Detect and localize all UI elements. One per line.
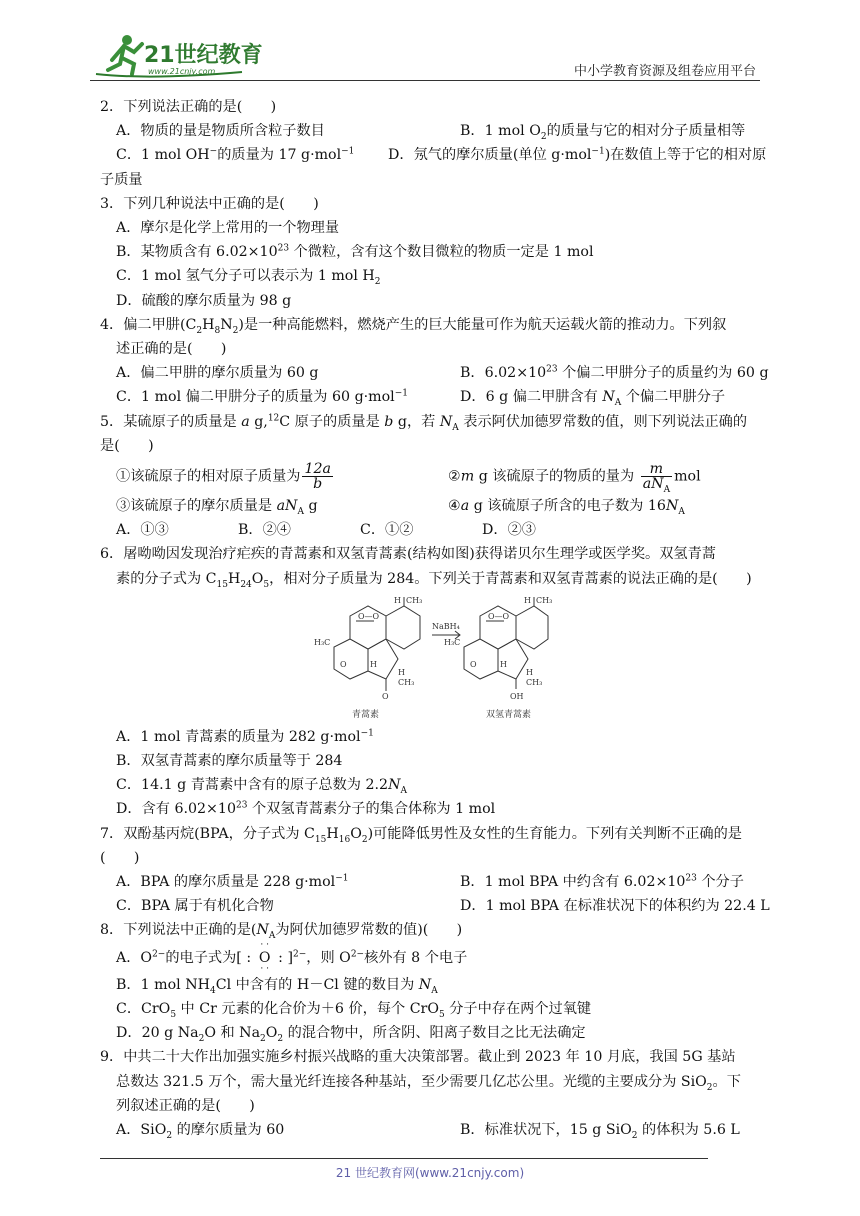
site-logo: [92, 30, 262, 82]
q2-options-cd: [100, 143, 770, 167]
q2-option-d: D．氖气的摩尔质量(单位 g·mol$^{-1}$)在数值上等于它的相对原: [388, 146, 767, 164]
svg-text:H₃C: H₃C: [314, 637, 331, 647]
q2-stem: 2．下列说法正确的是( ): [100, 99, 277, 115]
q7-option-d: D．1 mol BPA 在标准状况下的体积约为 22.4 L: [460, 898, 770, 915]
q6-option-b: B．双氢青蒿素的摩尔质量等于 284: [116, 753, 343, 770]
q5-stem-cont: 是( ): [100, 437, 154, 454]
q7-option-b: B．1 mol BPA 中约含有 $6.02\times 10^{23}$ 个分子: [460, 873, 744, 891]
q6-option-d: D．含有 $6.02\times 10^{23}$ 个双氢青蒿素分子的集合体称为 1 mol: [116, 800, 496, 818]
q3-option-b: B．某物质含有 $6.02\times 10^{23}$ 个微粒，含有这个数目微粒的物质一定是 1 mol: [116, 243, 594, 261]
q5-statement-1: ①该硫原子的相对原子质量为 $\frac{12a}{b}$: [116, 460, 331, 492]
q7-options-ab: [100, 870, 770, 894]
svg-text:NaBH₄: NaBH₄: [432, 621, 460, 631]
q5-option-d: D．②③: [482, 522, 536, 539]
q8-option-b: B．1 mol $NH_4Cl$ 中含有的 H－Cl 键的数目为 $N_A$: [116, 976, 438, 996]
q5-statement-4: ④a g 该硫原子所含的电子数为 $16N_A$: [448, 498, 685, 517]
svg-text:21世纪教育: 21世纪教育: [144, 43, 263, 68]
q8-option-d: D．20 g $Na_2O$ 和 $Na_2O_2$ 的混合物中，所含阴、阳离子数目之比无法确定: [116, 1025, 586, 1044]
q5-options: [100, 518, 770, 542]
question-list: [100, 95, 770, 1142]
q8-stem: 8．下列说法中正确的是($N_A$为阿伏加德罗常数的值)( ): [100, 922, 463, 942]
q4-option-b: B．$6.02\times 10^{23}$ 个偏二甲肼分子的质量约为 60 g: [460, 364, 769, 382]
q9-stem-cont2: 列叙述正确的是( ): [116, 1097, 255, 1114]
q9-stem: 9．中共二十大作出加强实施乡村振兴战略的重大决策部署。截止到 2023 年 10 月底，我国 5G 基站: [100, 1049, 736, 1066]
svg-text:O—O: O—O: [358, 611, 380, 621]
q4-stem-cont: 述正确的是( ): [116, 341, 227, 358]
q6-stem: 6．屠呦呦因发现治疗疟疾的青蒿素和双氢青蒿素(结构如图)获得诺贝尔生理学或医学奖。双氢青蒿: [100, 546, 716, 563]
q2-option-c: C．1 mol OH−的质量为 17 g·mol$^{-1}$: [116, 146, 355, 164]
q5-statement-3: ③该硫原子的摩尔质量是 $aN_A$ g: [116, 498, 318, 517]
q2-option-d-cont: 子质量: [100, 171, 143, 188]
q2-option-a: A．物质的量是物质所含粒子数目: [116, 123, 325, 140]
q3-option-d: D．硫酸的摩尔质量为 98 g: [116, 292, 292, 309]
fig-label-dihydroartemisinin: 双氢青蒿素: [486, 709, 532, 720]
q5-option-a: A．①③: [116, 522, 169, 539]
svg-text:CH₃: CH₃: [536, 595, 553, 605]
q8-option-a: A．$O^{2-}$的电子式为[ : · · O · · : ]$^{2-}$，则 $O^{2-}$核外有 8 个电子: [116, 939, 468, 974]
svg-text:CH₃: CH₃: [526, 677, 543, 687]
svg-text:CH₃: CH₃: [398, 677, 415, 687]
q4-option-d: D．6 g 偏二甲肼含有 $N_A$ 个偏二甲肼分子: [460, 389, 726, 409]
q4-options-cd: [100, 385, 770, 409]
q9-stem-cont: 总数达 321.5 万个，需大量光纤连接各种基站，至少需要几亿芯公里。光缆的主要成分为 SiO$_2$。下: [116, 1073, 741, 1093]
svg-text:CH₃: CH₃: [406, 595, 423, 605]
q4-stem: 4．偏二甲肼$(C_2H_8N_2)$是一种高能燃料，燃烧产生的巨大能量可作为航天运载火箭的推动力。下列叙: [100, 316, 727, 336]
page-header: [0, 0, 860, 90]
platform-name: 中小学教育资源及组卷应用平台: [573, 64, 756, 79]
q9-option-b: B．标准状况下，15 g SiO$_2$ 的体积为 5.6 L: [460, 1121, 740, 1141]
footer-link[interactable]: 21 世纪教育网(www.21cnjy.com): [335, 1166, 525, 1180]
q2-option-b: B．1 mol $O_2$的质量与它的相对分子质量相等: [460, 123, 746, 143]
svg-text:H: H: [370, 659, 377, 669]
svg-text:H₃C: H₃C: [444, 637, 461, 647]
q6-option-c: C．14.1 g 青蒿素中含有的原子总数为 $2.2N_A$: [116, 777, 407, 797]
q3-option-a: A．摩尔是化学上常用的一个物理量: [116, 220, 340, 237]
q9-option-a: A．SiO$_2$ 的摩尔质量为 60: [116, 1121, 285, 1141]
svg-text:H: H: [524, 595, 531, 605]
svg-text:www.21cnjy.com: www.21cnjy.com: [148, 67, 216, 76]
svg-text:H: H: [526, 667, 533, 677]
svg-text:H: H: [398, 667, 405, 677]
q5-stem: 5．某硫原子的质量是 a g,$^{12}$C 原子的质量是 b g，若 $N_A$ 表示阿伏加德罗常数的值，则下列说法正确的: [100, 412, 748, 433]
oxygen-electron-dots: · · O · ·: [258, 939, 271, 974]
svg-text:O: O: [470, 659, 477, 669]
q5-statement-2: ②m g 该硫原子的物质的量为 $\frac{m}{aN_A}$ mol: [448, 460, 701, 495]
q5-statements-12: [100, 458, 770, 494]
q7-stem: 7．双酚基丙烷(BPA，分子式为 $C_{15}H_{16}O_2$)可能降低男性及女性的生育能力。下列有关判断不正确的是: [100, 825, 742, 845]
q5-statements-34: [100, 494, 770, 518]
structure-diagram: [310, 591, 553, 721]
svg-text:H: H: [500, 659, 507, 669]
q9-options-ab: [100, 1118, 770, 1142]
svg-text:O: O: [382, 691, 389, 701]
q4-options-ab: [100, 361, 770, 385]
q5-option-b: B．②④: [238, 522, 291, 539]
footer-divider: [100, 1158, 708, 1159]
svg-text:O—O: O—O: [488, 611, 510, 621]
q7-option-a: A．BPA 的摩尔质量是 228 g·mol$^{-1}$: [116, 873, 349, 891]
q7-stem-cont: ( ): [100, 849, 140, 866]
fig-label-artemisinin: 青蒿素: [352, 709, 380, 720]
q8-option-c: C．CrO$_5$ 中 Cr 元素的化合价为＋6 价，每个 CrO$_5$ 分子中存在两个过氧键: [116, 1000, 592, 1020]
q7-option-c: C．BPA 属于有机化合物: [116, 898, 274, 915]
q3-stem: 3．下列几种说法中正确的是( ): [100, 195, 319, 212]
svg-text:O: O: [340, 659, 347, 669]
q7-options-cd: [100, 894, 770, 918]
q2-options-ab: [100, 119, 770, 143]
q4-option-c: C．1 mol 偏二甲肼分子的质量为 60 g·mol$^{-1}$: [116, 388, 408, 406]
q6-option-a: A．1 mol 青蒿素的质量为 282 g·mol$^{-1}$: [116, 728, 374, 745]
svg-text:H: H: [394, 595, 401, 605]
q6-stem-cont: 素的分子式为 $C_{15}H_{24}O_5$，相对分子质量为 284。下列关于青蒿素和双氢青蒿素的说法正确的是( ): [116, 570, 752, 590]
header-divider: [90, 80, 760, 81]
q3-option-c: C．1 mol 氢气分子可以表示为 1 mol $H_2$: [116, 268, 381, 288]
svg-text:OH: OH: [510, 691, 524, 701]
artemisinin-structure-figure: [100, 591, 770, 725]
q5-option-c: C．①②: [360, 522, 414, 539]
q4-option-a: A．偏二甲肼的摩尔质量为 60 g: [116, 365, 319, 382]
